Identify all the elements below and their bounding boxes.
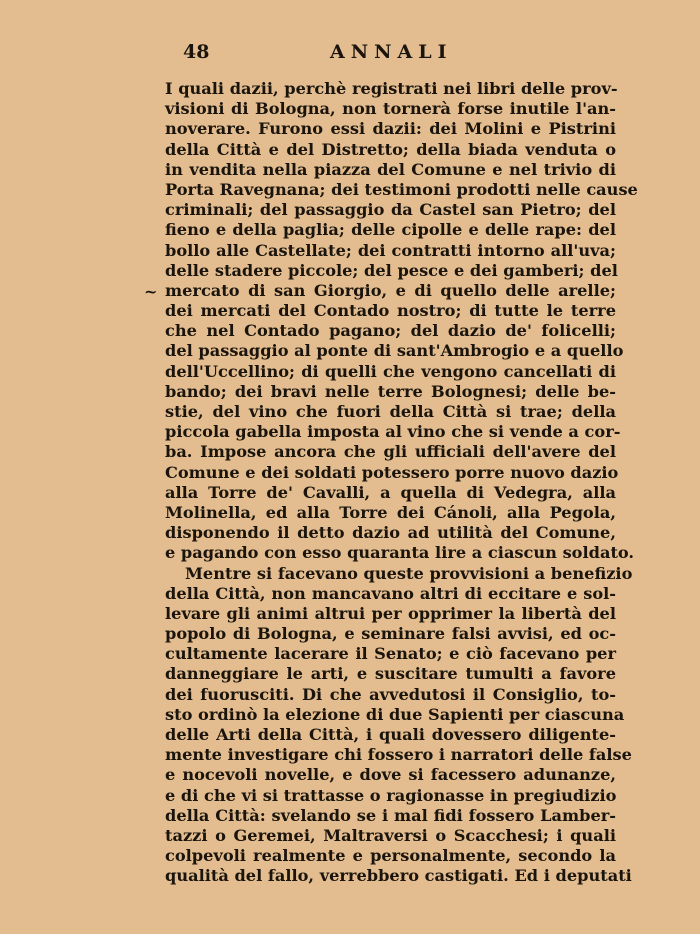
text-line: disponendo il detto dazio ad utilità del Comune, (165, 523, 616, 543)
text-line: colpevoli realmente e personalmente, secondo la (165, 846, 616, 866)
text-line: cultamente lacerare il Senato; e ciò facevano per (165, 644, 616, 664)
text-line: levare gli animi altrui per opprimer la libertà del (165, 603, 616, 623)
text-line: ba. Impose ancora che gli ufficiali dell'avere del (165, 442, 616, 462)
text-line: popolo di Bologna, e seminare falsi avvisi, ed oc- (165, 624, 616, 644)
text-line: fieno e della paglia; delle cipolle e delle rape: del (165, 220, 616, 240)
text-line: bando; dei bravi nelle terre Bolognesi; delle be- (165, 381, 616, 401)
text-line: della Città e del Distretto; della biada venduta o (165, 139, 616, 159)
text-line: dell'Uccellino; di quelli che vengono cancellati di (165, 361, 616, 381)
text-line: stie, del vino che fuori della Città si trae; della (165, 402, 616, 421)
text-line: che nel Contado pagano; del dazio de' folicelli; (165, 321, 616, 341)
margin-mark: ~ (144, 282, 158, 301)
text-line: delle Arti della Città, i quali dovessero diligente- (165, 725, 616, 744)
text-line: tazzi o Geremei, Maltraversi o Scacchesi; i quali (165, 825, 616, 845)
text-line: mente investigare chi fossero i narratori delle false (165, 745, 632, 765)
text-line: Comune e dei soldati potessero porre nuovo dazio (165, 462, 619, 482)
text-line: Molinella, ed alla Torre dei Cánoli, alla Pegola, (165, 502, 616, 522)
text-line: delle stadere piccole; del pesce e dei gamberi; del (165, 260, 618, 280)
running-head: ANNALI (330, 41, 453, 63)
text-line: I quali dazii, perchè registrati nei libri delle prov- (165, 79, 618, 98)
text-line: noverare. Furono essi dazii: dei Molini e Pistrini (165, 119, 616, 139)
text-line: piccola gabella imposta al vino che si vende a cor- (165, 422, 621, 442)
body-text (165, 79, 638, 887)
text-line: Porta Ravegnana; dei testimoni prodotti nelle cause (165, 179, 638, 199)
text-line: della Città, non mancavano altri di eccitare e sol- (165, 583, 616, 603)
text-line: Mentre si facevano queste provvisioni a benefizio (185, 563, 633, 583)
text-line: mercato di san Giorgio, e di quello delle arelle; (165, 280, 616, 300)
text-line: del passaggio al ponte di sant'Ambrogio e a quello (165, 341, 624, 361)
text-line: danneggiare le arti, e suscitare tumulti a favore (165, 664, 616, 684)
text-line: della Città: svelando se i mal fidi fossero Lamber- (165, 805, 616, 825)
text-line: dei fuorusciti. Di che avvedutosi il Consiglio, to- (165, 684, 616, 704)
text-line: dei mercati del Contado nostro; di tutte le terre (165, 301, 616, 321)
text-line: sto ordinò la elezione di due Sapienti per ciascuna (165, 704, 625, 724)
text-line: e di che vi si trattasse o ragionasse in pregiudizio (165, 785, 617, 805)
page-number: 48 (183, 41, 210, 63)
text-line: alla Torre de' Cavalli, a quella di Vedegra, alla (165, 482, 616, 502)
text-line: criminali; del passaggio da Castel san Pietro; del (165, 200, 616, 220)
text-line: bollo alle Castellate; dei contratti intorno all'uva; (165, 240, 616, 260)
text-line: in vendita nella piazza del Comune e nel trivio di (165, 159, 616, 179)
text-line: e pagando con esso quaranta lire a ciascun soldato. (165, 543, 635, 563)
text-line: e nocevoli novelle, e dove si facessero adunanze, (165, 765, 616, 785)
text-line: qualità del fallo, verrebbero castigati. Ed i deputati (165, 866, 632, 886)
text-line: visioni di Bologna, non tornerà forse inutile l'an- (165, 99, 616, 119)
